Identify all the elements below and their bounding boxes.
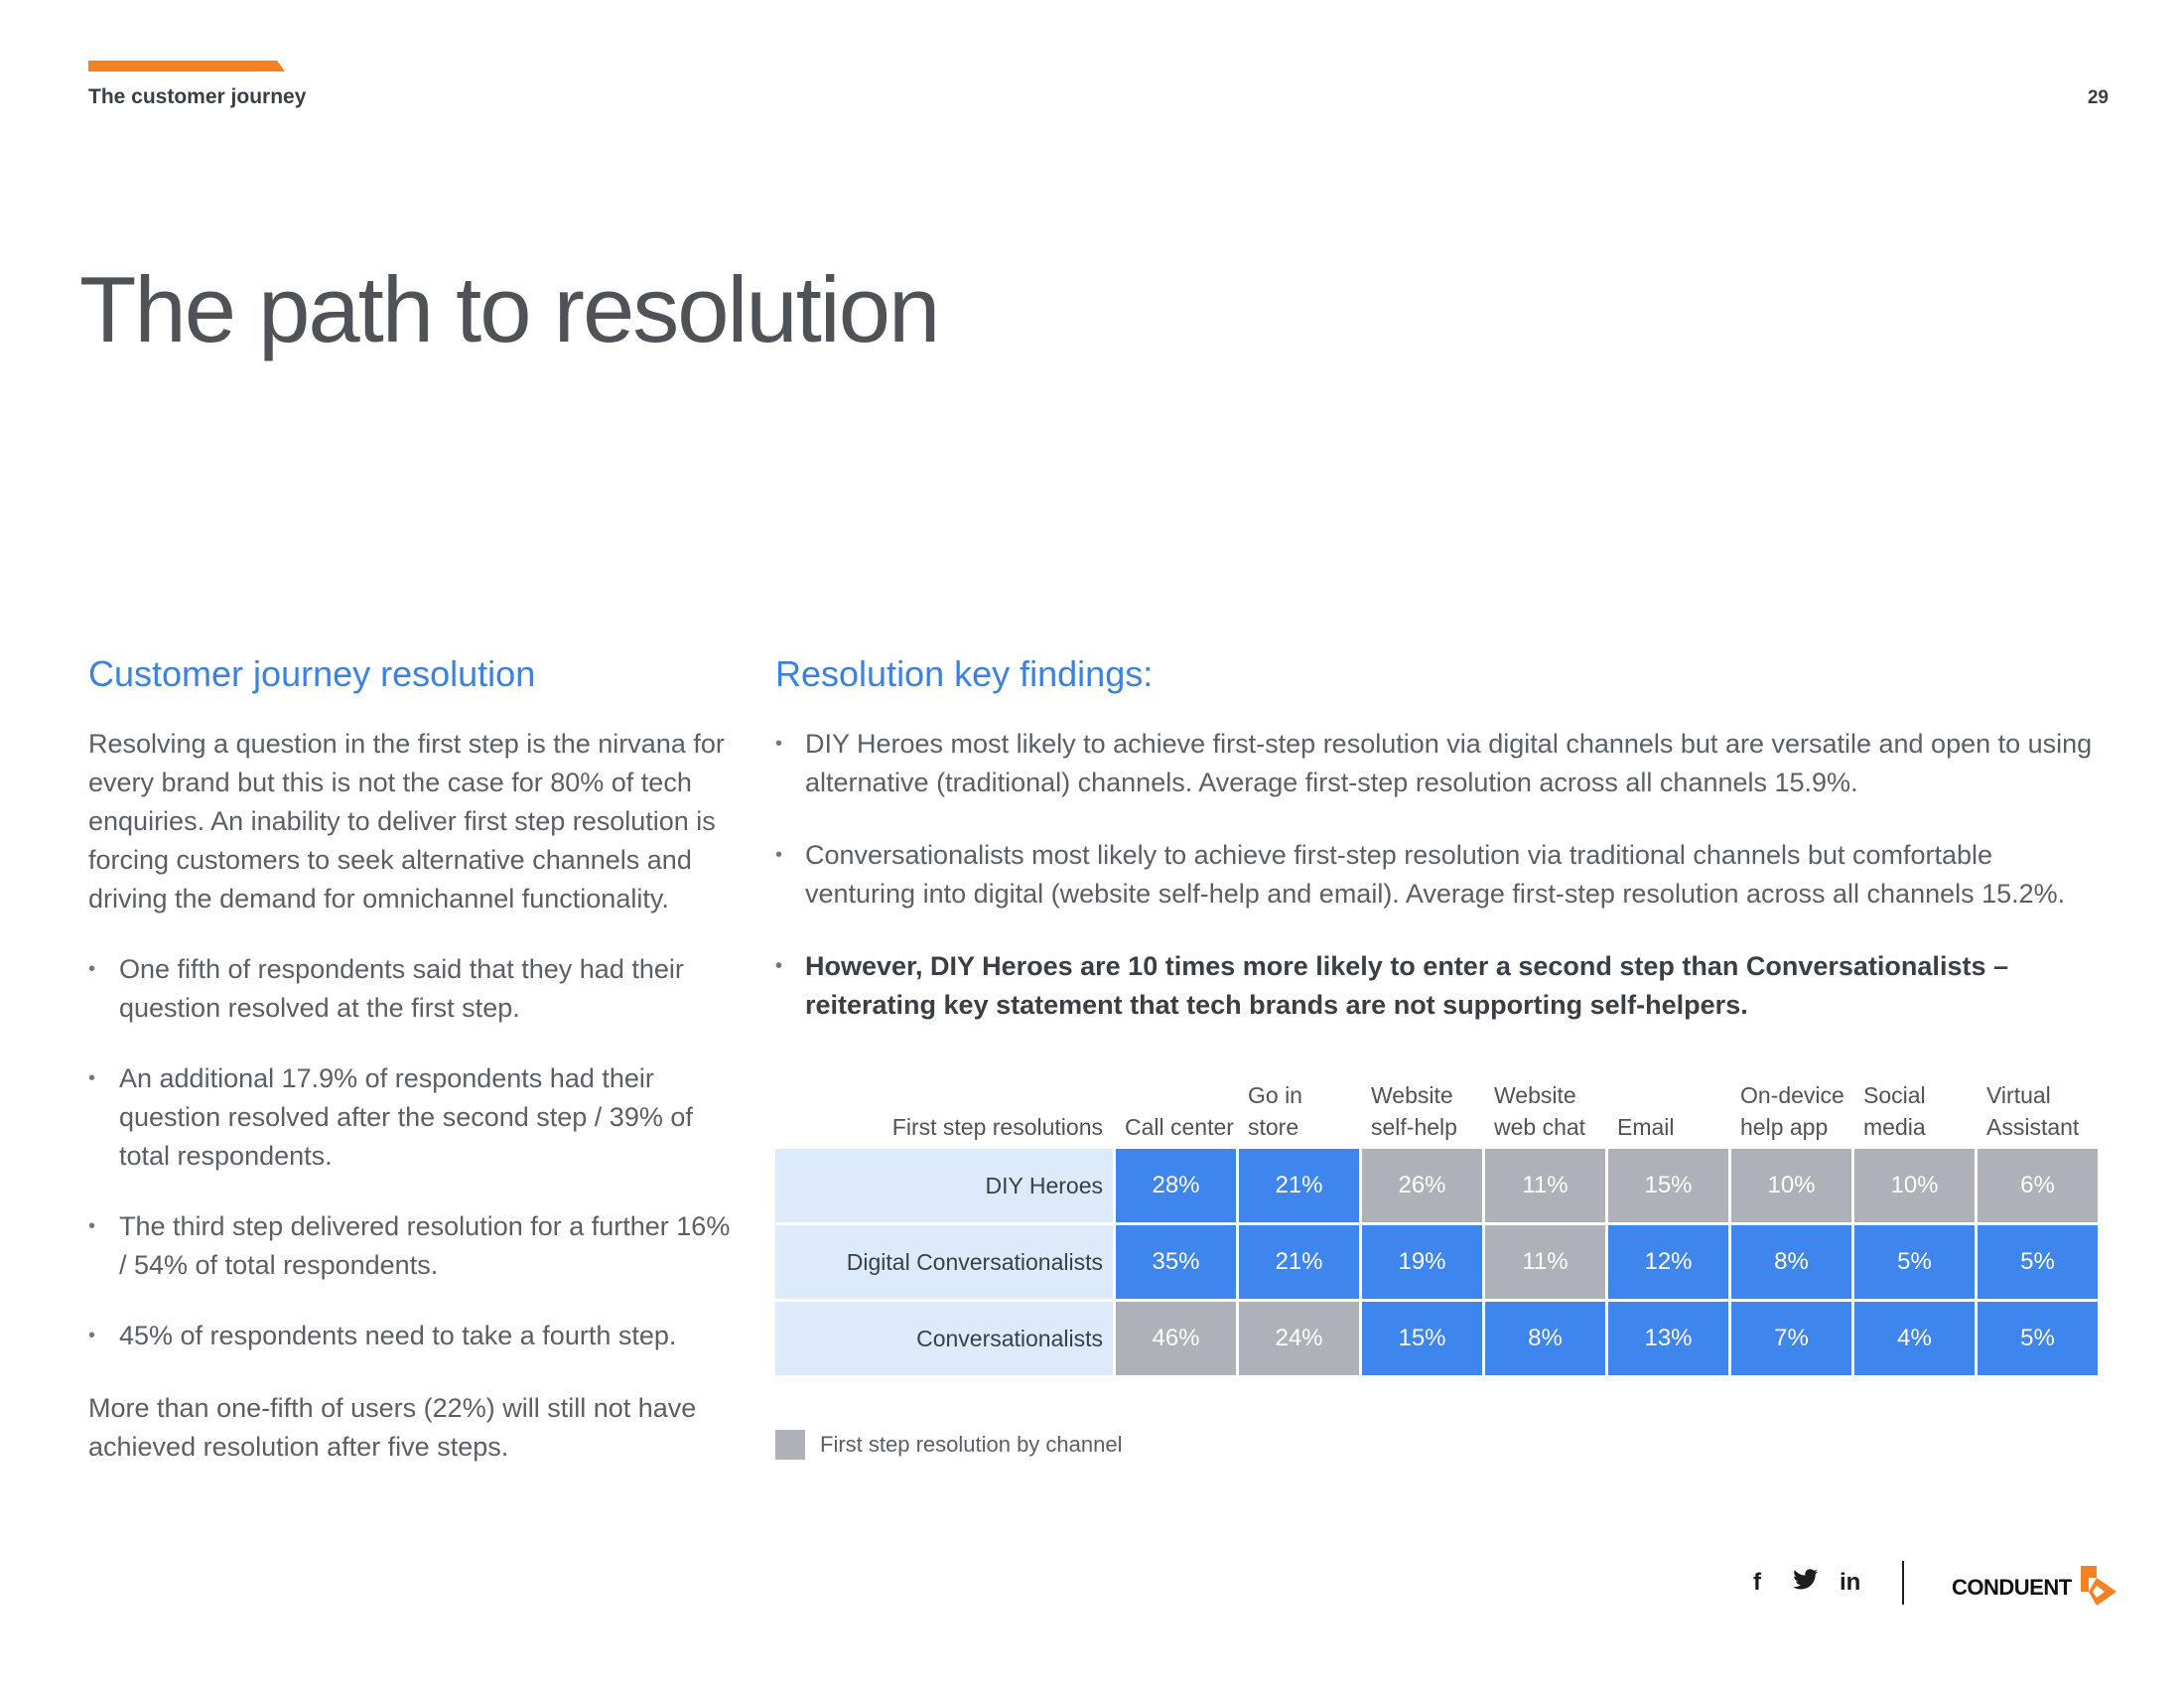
table-cell: 6% [1975,1149,2098,1225]
table-cell: 11% [1482,1225,1605,1302]
table-cell: 26% [1359,1149,1482,1225]
right-heading: Resolution key findings: [775,653,1154,694]
table-cell: 11% [1482,1149,1605,1225]
table-cell: 24% [1236,1302,1359,1378]
list-item: • One fifth of respondents said that they had their question resolved at the first step. [88,950,744,1028]
table-cell: 21% [1236,1149,1359,1225]
table-cell: 5% [1851,1225,1975,1302]
table-cell: 21% [1236,1225,1359,1302]
findings-list [775,725,2096,1058]
column-header: Call center [1125,1114,1234,1140]
accent-bar [88,61,285,71]
table-cell: 13% [1605,1302,1728,1378]
table-cell: 5% [1975,1225,2098,1302]
linkedin-icon[interactable]: in [1840,1569,1861,1596]
table-cell: 28% [1113,1149,1236,1225]
table-cell: 4% [1851,1302,1975,1378]
table-cell: 15% [1605,1149,1728,1225]
column-header: Social media [1863,1082,1926,1140]
table-cell: 10% [1851,1149,1975,1225]
table-cell: 12% [1605,1225,1728,1302]
row-label: Digital Conversationalists [775,1225,1113,1302]
left-column [88,725,744,1467]
table-cell: 5% [1975,1302,2098,1378]
column-header: Website self-help [1371,1082,1457,1140]
column-header: Virtual Assistant [1986,1082,2080,1140]
table-cell: 8% [1482,1302,1605,1378]
column-header: Go in store [1248,1082,1302,1140]
legend-swatch [775,1430,805,1460]
list-item: • The third step delivered resolution for a further 16% / 54% of total respondents. [88,1207,744,1285]
intro-paragraph: Resolving a question in the first step is the nirvana for every brand but this is not the case for 80% of tech enquiries. An inability to deliver first step resolution is forcing customers to seek alternative channels and driving the demand for omnichannel functionality. [88,729,725,914]
table-cell: 10% [1728,1149,1851,1225]
left-bullet-list [88,950,744,1355]
table-cell: 7% [1728,1302,1851,1378]
table-cell: 8% [1728,1225,1851,1302]
facebook-icon[interactable]: f [1753,1569,1761,1596]
table-cell: 15% [1359,1302,1482,1378]
resolution-table [775,1077,2098,1378]
brand-name: CONDUENT [1952,1575,2072,1600]
left-heading: Customer journey resolution [88,653,536,694]
page-title: The path to resolution [79,257,939,361]
row-label: DIY Heroes [775,1149,1113,1225]
list-item: • Conversationalists most likely to achieve first-step resolution via traditional channels but comfortable venturing into digital (website self-help and email). Average first-step resolution across all channels 15.2%. [775,836,2096,914]
table-cell: 35% [1113,1225,1236,1302]
list-item: • However, DIY Heroes are 10 times more likely to enter a second step than Conversationalists – reiterating key statement that tech brands are not supporting self-helpers. [775,947,2096,1025]
section-label: The customer journey [88,85,307,108]
closing-paragraph: More than one-fifth of users (22%) will still not have achieved resolution after five steps. [88,1393,697,1462]
column-header: On-device help app [1740,1082,1844,1140]
column-header: Website web chat [1494,1082,1586,1140]
table-corner-header: First step resolutions [891,1114,1103,1140]
table-cell: 46% [1113,1302,1236,1378]
legend-label: First step resolution by channel [820,1432,1123,1457]
footer-divider [1902,1561,1904,1605]
row-label: Conversationalists [775,1302,1113,1378]
table-cell: 19% [1359,1225,1482,1302]
page-number: 29 [2087,87,2109,108]
list-item: • An additional 17.9% of respondents had their question resolved after the second step / 39% of total respondents. [88,1059,744,1176]
twitter-icon[interactable] [1793,1569,1819,1598]
column-header: Email [1617,1114,1675,1140]
list-item: • 45% of respondents need to take a fourth step. [88,1317,744,1355]
list-item: • DIY Heroes most likely to achieve first-step resolution via digital channels but are versatile and open to using alternative (traditional) channels. Average first-step resolution across all channels 15.9%. [775,725,2096,802]
conduent-logo-icon [2073,1562,2120,1610]
